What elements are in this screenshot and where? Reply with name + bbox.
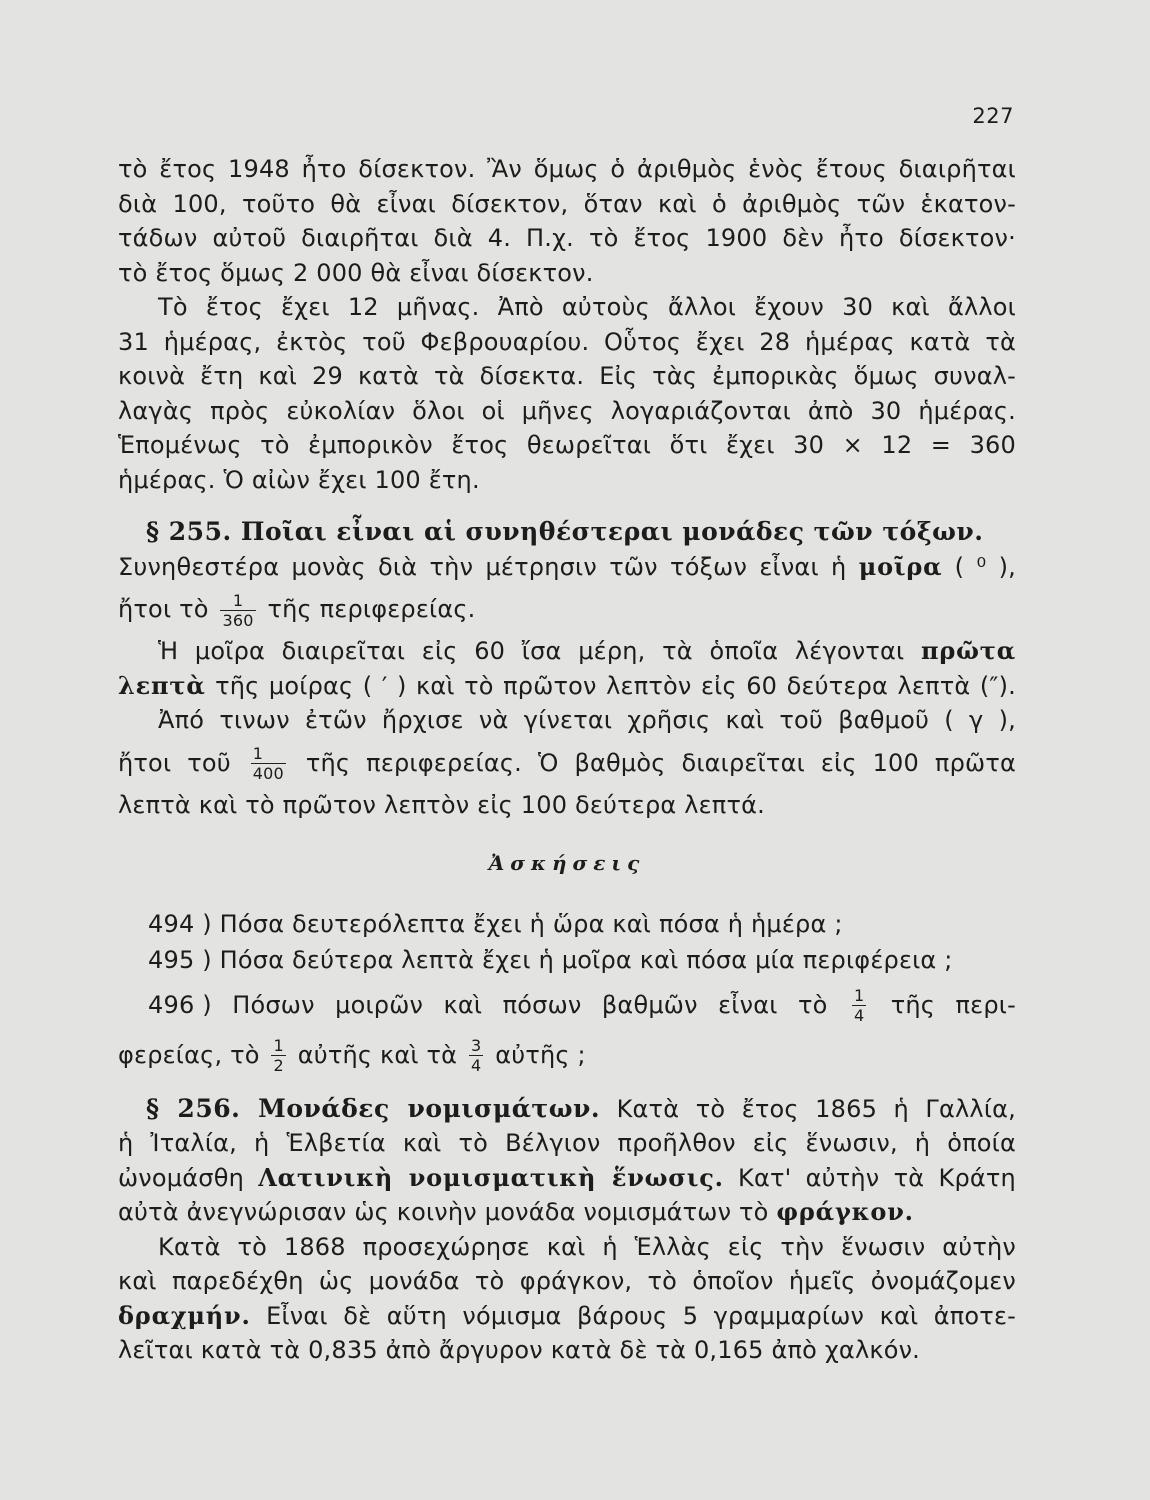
text-line: τάδων αὐτοῦ διαιρῆται διὰ 4. Π.χ. τὸ ἔτος 1900 δὲν ἦτο δίσεκτον·	[118, 224, 1016, 252]
text-run: αὐτὰ ἀνεγνώρισαν ὡς κοινὴν μονάδα νομισμάτων τὸ	[118, 1198, 769, 1226]
text-line: λεπτὰ καὶ τὸ πρῶτον λεπτὸν εἰς 100 δεύτερα λεπτά.	[118, 790, 765, 819]
fraction	[469, 1036, 483, 1075]
text-line	[118, 1161, 1016, 1196]
text-line: λαγὰς πρὸς εὐκολίαν ὅλοι οἱ μῆνες λογαριάζονται ἀπὸ 30 ἡμέρας.	[118, 396, 1016, 425]
bold-term: λεπτὰ	[118, 670, 206, 700]
degree-symbol: ( ⁰ ),	[954, 552, 1016, 581]
fraction-denominator: 4	[471, 1056, 482, 1075]
text-line	[118, 669, 1016, 704]
page-number: 227	[972, 104, 1014, 128]
text-run: τῆς περιφερείας. Ὁ βαθμὸς διαιρεῖται εἰς 100 πρῶτα	[305, 748, 1016, 777]
text-run: Κατ' αὐτὴν τὰ Κράτη	[738, 1163, 1016, 1192]
section-heading-255: § 255. Ποῖαι εἶναι αἱ συνηθέστεραι μονάδες τῶν τόξων.	[146, 517, 984, 546]
bold-term: φράγκον.	[776, 1197, 914, 1226]
fraction	[251, 744, 286, 783]
exercise-495	[118, 943, 1016, 978]
text-run: Εἶναι δὲ αὕτη νόμισμα βάρους 5 γραμμαρίων καὶ ἀποτε-	[266, 1301, 1016, 1330]
bold-term: μοῖρα	[858, 551, 943, 581]
fraction	[852, 986, 866, 1025]
exercise-text: Πόσα δεύτερα λεπτὰ ἔχει ἡ μοῖρα καὶ πόσα μία περιφέρεια ;	[219, 946, 953, 974]
exercise-text: Πόσων μοιρῶν καὶ πόσων βαθμῶν εἶναι τὸ	[232, 990, 828, 1019]
text-line: κοινὰ ἔτη καὶ 29 κατὰ τὰ δίσεκτα. Εἰς τὰς ἐμπορικὰς ὅμως συναλ-	[118, 362, 1016, 390]
bold-term: πρῶτα	[921, 636, 1016, 665]
text-run: τῆς περιφερείας.	[267, 595, 476, 623]
fraction	[271, 1036, 285, 1075]
text-run: τῆς μοίρας ( ′ ) καὶ τὸ πρῶτον λεπτὸν εἰς 60 δεύτερα λεπτὰ (″).	[215, 671, 1016, 700]
exercise-number: 496 )	[148, 990, 212, 1019]
text-line: Κατὰ τὸ 1868 προσεχώρησε καὶ ἡ Ἑλλὰς εἰς τὴν ἕνωσιν αὐτὴν	[158, 1232, 1016, 1261]
text-line: Ἑπομένως τὸ ἐμπορικὸν ἔτος θεωρεῖται ὅτι ἔχει 30 × 12 = 360	[118, 431, 1016, 459]
fraction-denominator: 400	[252, 764, 284, 783]
exercise-text: αὐτῆς ;	[495, 1040, 586, 1069]
fraction-denominator: 4	[853, 1006, 865, 1025]
exercise-text: Πόσα δευτερόλεπτα ἔχει ἡ ὥρα καὶ πόσα ἡ ἡμέρα ;	[219, 909, 843, 938]
fraction-numerator: 1	[853, 986, 865, 1005]
text-line: τὸ ἔτος 1948 ἦτο δίσεκτον. Ἂν ὅμως ὁ ἀριθμὸς ἑνὸς ἔτους διαιρῆται	[118, 155, 1016, 183]
fraction-numerator: 1	[220, 591, 255, 611]
fraction-denominator: 360	[222, 610, 254, 630]
text-line	[118, 550, 1016, 585]
bold-term: δραχμήν.	[118, 1300, 251, 1330]
text-run: ἤτοι τὸ	[118, 595, 209, 623]
text-line: καὶ παρεδέχθη ὡς μονάδα τὸ φράγκον, τὸ ὁποῖον ἡμεῖς ὀνομάζομεν	[118, 1267, 1016, 1295]
exercise-number: 494 )	[148, 909, 212, 938]
exercise-text: αὐτῆς καὶ τὰ	[297, 1040, 458, 1069]
text-run: Συνηθεστέρα μονὰς διὰ τὴν μέτρησιν τῶν τόξων εἶναι ἡ	[118, 552, 847, 581]
paragraph-leap-years	[118, 152, 1016, 290]
bold-term: Λατινικὴ νομισματικὴ ἕνωσις.	[258, 1162, 724, 1192]
exercise-496	[118, 980, 1016, 1030]
text-run: Ἡ μοῖρα διαιρεῖται εἰς 60 ἴσα μέρη, τὰ ὁποῖα λέγονται	[158, 637, 905, 665]
fraction-numerator: 1	[273, 1036, 284, 1055]
text-line	[118, 1092, 1016, 1127]
text-line: Τὸ ἔτος ἔχει 12 μῆνας. Ἀπὸ αὐτοὺς ἄλλοι ἔχουν 30 καὶ ἄλλοι	[158, 293, 1016, 321]
text-line	[118, 1299, 1016, 1334]
text-line: ἡμέρας. Ὁ αἰὼν ἔχει 100 ἔτη.	[118, 465, 480, 494]
section-heading-256: § 256. Μονάδες νομισμάτων.	[146, 1093, 601, 1123]
text-run: Κατὰ τὸ ἔτος 1865 ἡ Γαλλία,	[616, 1094, 1016, 1123]
text-line: τὸ ἔτος ὅμως 2 000 θὰ εἶναι δίσεκτον.	[118, 258, 594, 287]
fraction-denominator: 2	[273, 1056, 284, 1075]
text-line	[118, 738, 1016, 788]
paragraph-months	[118, 290, 1016, 497]
text-line	[118, 1030, 1016, 1080]
text-line: 31 ἡμέρας, ἐκτὸς τοῦ Φεβρουαρίου. Οὗτος ἔχει 28 ἡμέρας κατὰ τὰ	[118, 327, 1016, 356]
text-line: Ἀπό τινων ἐτῶν ἤρχισε νὰ γίνεται χρῆσις καὶ τοῦ βαθμοῦ ( γ ),	[158, 706, 1016, 734]
text-line: λεῖται κατὰ τὰ 0,835 ἀπὸ ἄργυρον κατὰ δὲ τὰ 0,165 ἀπὸ χαλκόν.	[118, 1336, 921, 1364]
text-line: διὰ 100, τοῦτο θὰ εἶναι δίσεκτον, ὅταν καὶ ὁ ἀριθμὸς τῶν ἑκατον-	[118, 189, 1016, 218]
text-line: ἡ Ἰταλία, ἡ Ἑλβετία καὶ τὸ Βέλγιον προῆλθον εἰς ἕνωσιν, ἡ ὁποία	[118, 1129, 1016, 1157]
fraction-numerator: 1	[251, 744, 286, 764]
fraction	[220, 591, 255, 630]
exercise-number: 495 )	[148, 946, 212, 974]
fraction-numerator: 3	[471, 1036, 482, 1055]
exercise-494	[118, 907, 1016, 942]
text-line	[118, 1195, 1016, 1230]
exercise-text: φερείας, τὸ	[118, 1040, 260, 1069]
page-body	[118, 152, 1016, 1368]
exercises-title: Ἀσκήσεις	[488, 851, 646, 875]
text-run: ὠνομάσθη	[118, 1163, 244, 1192]
text-line	[118, 634, 1016, 669]
text-run: ἤτοι τοῦ	[118, 748, 231, 777]
exercise-text: τῆς περι-	[890, 990, 1016, 1019]
text-line	[118, 584, 1016, 634]
